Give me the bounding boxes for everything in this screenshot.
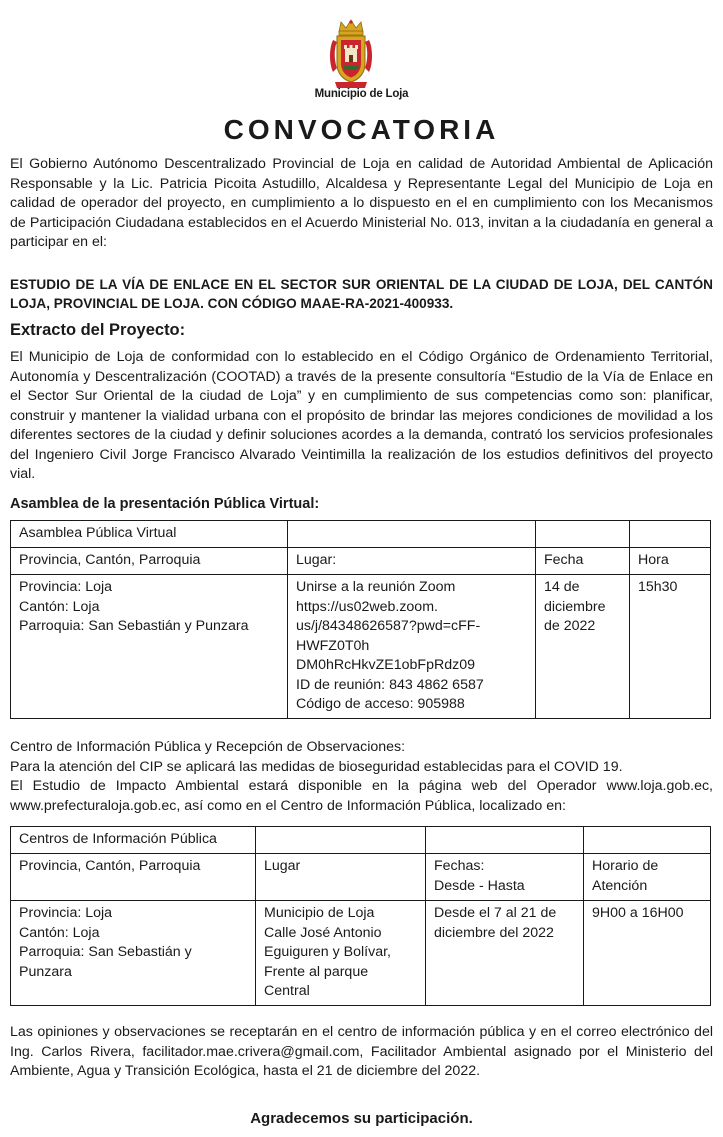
empty-cell	[630, 521, 711, 548]
empty-cell	[256, 827, 426, 854]
assembly-table	[10, 520, 711, 719]
place-line: Frente al parque	[264, 963, 369, 980]
parish-text: Parroquia: San Sebastián y Punzara	[19, 618, 249, 634]
location-cell	[11, 901, 256, 1006]
canton-text: Cantón: Loja	[19, 924, 100, 941]
place-line: Municipio de Loja	[264, 905, 375, 921]
extract-paragraph: El Municipio de Loja de conformidad con lo establecido en el Código Orgánico de Ordenamiento Territorial, Autonomía y Descentralización (COOTAD) a través de la presente consultoría “Estudio de la Vía de Enlace en el Sector Sur Oriental de la ciudad de Loja” y en cumplimiento de sus competencias como son: planificar, construir y mantener la vialidad urbana con el propósito de brindar las mejores condiciones de movilidad a los diferentes sectores de la ciudad y definir soluciones acordes a la demanda, contrató los servicios profesionales del Ingeniero Civil Jorge Francisco Alvarado Veintimilla la realización de los estudios definitivos del proyecto vial.	[10, 349, 713, 482]
table-row	[11, 827, 711, 854]
cip-line: El Estudio de Impacto Ambiental estará disponible en la página web del Operador www.loja.gob.ec,	[10, 778, 713, 794]
col-header-location: Provincia, Cantón, Parroquia	[11, 854, 256, 901]
assembly-table-title: Asamblea Pública Virtual	[11, 521, 288, 548]
col-header-hours	[584, 854, 711, 901]
access-code-text: Código de acceso: 905988	[296, 696, 465, 712]
zoom-link-part[interactable]: us/j/84348626587?pwd=cFF-	[296, 618, 481, 634]
project-title: ESTUDIO DE LA VÍA DE ENLACE EN EL SECTOR SUR ORIENTAL DE LA CIUDAD DE LOJA, DEL CANTÓN LOJA, PROVINCIAL DE LOJA. CON CÓDIGO MAAE-RA-2021-400933.	[10, 277, 713, 311]
dates-line: diciembre del 2022	[434, 924, 554, 941]
table-row	[11, 548, 711, 575]
table-row	[11, 575, 711, 719]
place-line: Calle José Antonio	[264, 924, 382, 941]
zoom-link-part[interactable]: https://us02web.zoom.	[296, 598, 438, 615]
date-line: 14 de	[544, 579, 580, 595]
closing-paragraph: Las opiniones y observaciones se receptarán en el centro de información pública y en el correo electrónico del Ing. Carlos Rivera, facilitador.mae.crivera@gmail.com, Facilitador Ambiental asignado por el Ministerio del Ambiente, Agua y Transición Ecológica, hasta el 21 de diciembre del 2022.	[10, 1024, 713, 1079]
date-cell	[536, 575, 630, 719]
col-header-location: Provincia, Cantón, Parroquia	[11, 548, 288, 575]
empty-cell	[536, 521, 630, 548]
table-row	[11, 854, 711, 901]
province-text: Provincia: Loja	[19, 905, 113, 921]
cip-line: Para la atención del CIP se aplicará las medidas de bioseguridad establecidas para el COVID 19.	[10, 758, 623, 775]
date-line: de 2022	[544, 618, 596, 634]
thanks-text: Agradecemos su participación.	[250, 1110, 473, 1127]
meeting-id-text: ID de reunión: 843 4862 6587	[296, 676, 484, 693]
header-line: Desde - Hasta	[434, 877, 525, 894]
empty-cell	[426, 827, 584, 854]
cip-line: www.prefecturaloja.gob.ec, así como en el Centro de Información Pública, localizado en:	[10, 797, 566, 814]
page-title: CONVOCATORIA	[223, 114, 500, 145]
place-cell	[288, 575, 536, 719]
cip-line: Centro de Información Pública y Recepción de Observaciones:	[10, 739, 406, 755]
parish-text: Punzara	[19, 963, 72, 980]
dates-cell	[426, 901, 584, 1006]
zoom-link-part[interactable]: HWFZ0T0h	[296, 637, 370, 654]
province-text: Provincia: Loja	[19, 579, 113, 595]
zoom-link-part[interactable]: DM0hRcHkvZE1obFpRdz09	[296, 657, 475, 673]
municipio-crest-logo	[327, 18, 375, 90]
header-line: Horario de	[592, 858, 659, 874]
table-row	[11, 521, 711, 548]
parish-text: Parroquia: San Sebastián y	[19, 944, 192, 960]
zoom-join-text: Unirse a la reunión Zoom	[296, 579, 456, 595]
empty-cell	[288, 521, 536, 548]
col-header-date: Fecha	[536, 548, 630, 575]
col-header-time: Hora	[630, 548, 711, 575]
col-header-dates	[426, 854, 584, 901]
logo-text: Municipio de Loja	[314, 88, 409, 100]
cip-section	[10, 738, 713, 816]
header-line: Fechas:	[434, 858, 485, 874]
col-header-place: Lugar:	[288, 548, 536, 575]
intro-paragraph: El Gobierno Autónomo Descentralizado Provincial de Loja en calidad de Autoridad Ambiental de Aplicación Responsable y la Lic. Patricia Picoita Astudillo, Alcaldesa y Representante Legal del Municipio de Loja en calidad de operador del proyecto, en cumplimiento a lo dispuesto en el en cumplimiento con los Mecanismos de Participación Ciudadana establecidos en el Acuerdo Ministerial No. 013, invitan a la ciudadanía en general a participar en el:	[10, 156, 713, 250]
place-cell	[256, 901, 426, 1006]
table-row	[11, 901, 711, 1006]
date-line: diciembre	[544, 598, 606, 615]
empty-cell	[584, 827, 711, 854]
time-cell: 15h30	[630, 575, 711, 719]
place-line: Eguiguren y Bolívar,	[264, 944, 391, 960]
dates-line: Desde el 7 al 21 de	[434, 905, 557, 921]
assembly-heading: Asamblea de la presentación Pública Virtual:	[10, 496, 320, 512]
header-line: Atención	[592, 877, 648, 894]
hours-cell: 9H00 a 16H00	[584, 901, 711, 1006]
extract-heading: Extracto del Proyecto:	[10, 321, 186, 339]
canton-text: Cantón: Loja	[19, 598, 100, 615]
col-header-place: Lugar	[256, 854, 426, 901]
centers-table-title: Centros de Información Pública	[11, 827, 256, 854]
centers-table	[10, 826, 711, 1006]
location-cell	[11, 575, 288, 719]
place-line: Central	[264, 983, 310, 999]
